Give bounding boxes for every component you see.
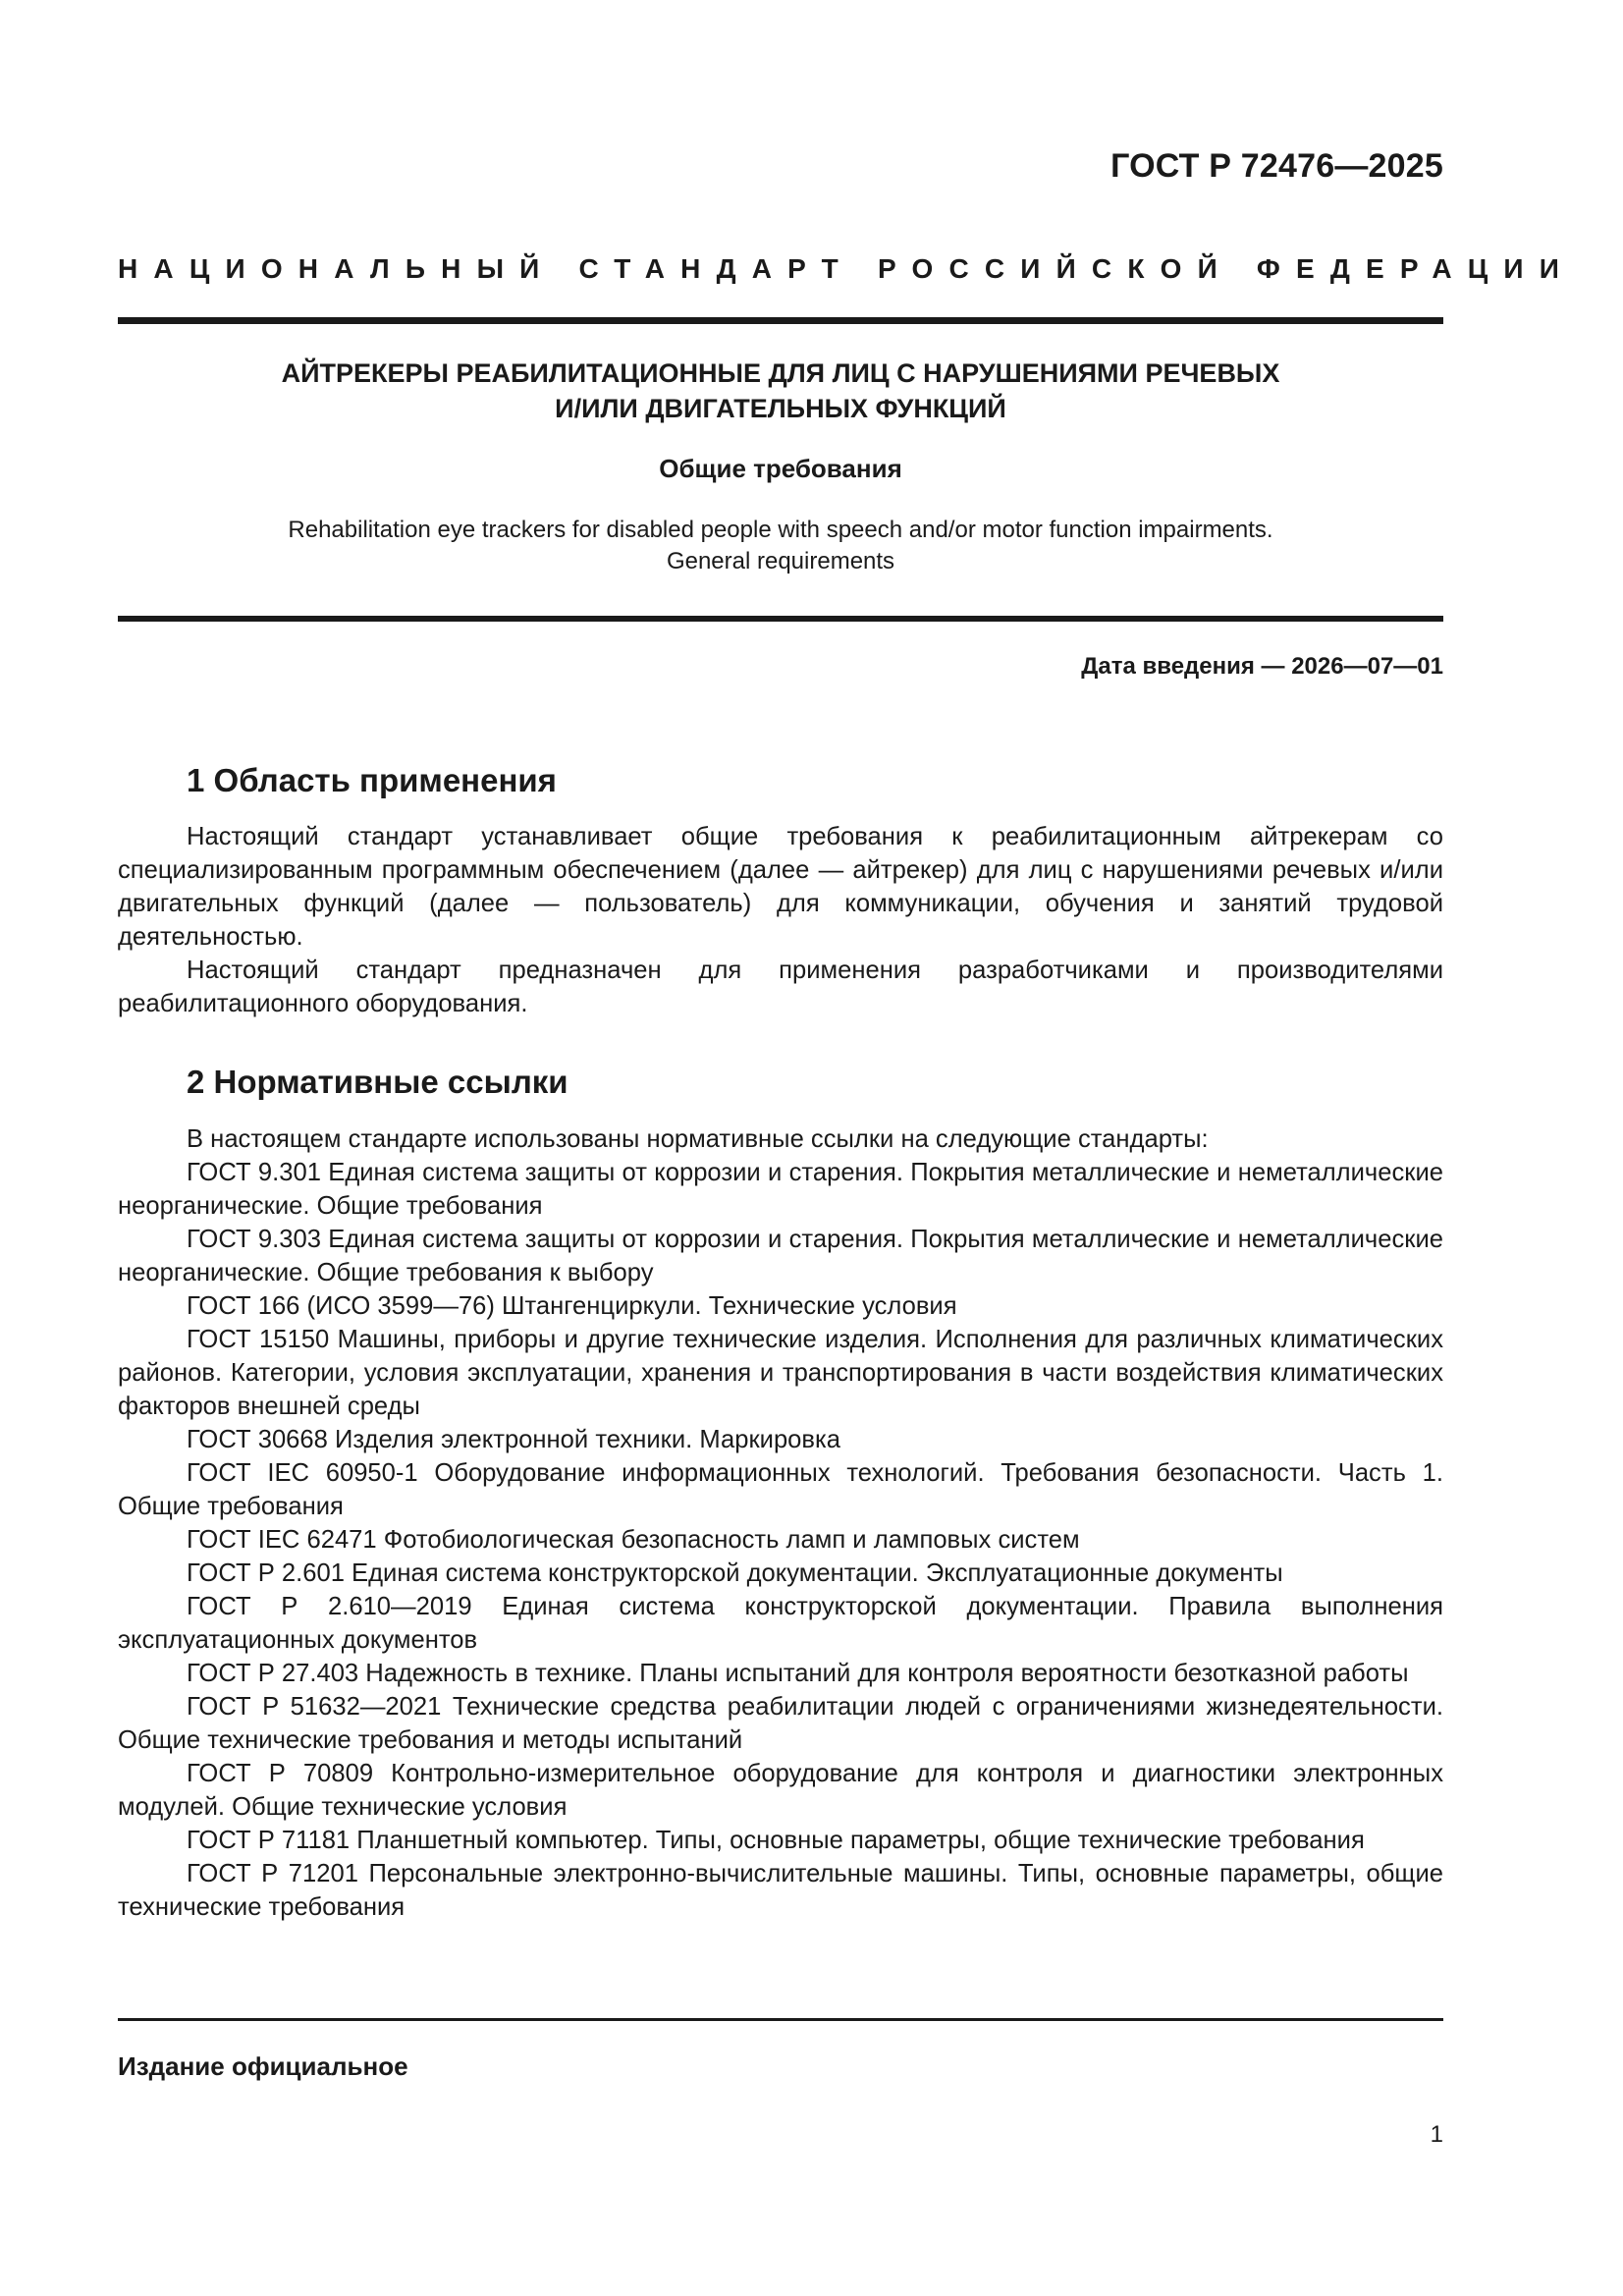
title-line-2: И/ИЛИ ДВИГАТЕЛЬНЫХ ФУНКЦИЙ <box>555 394 1006 423</box>
reference-item: ГОСТ Р 71181 Планшетный компьютер. Типы, основные параметры, общие технические требования <box>187 1827 1365 1854</box>
official-edition-label: Издание официальное <box>118 2051 408 2081</box>
document-title <box>118 355 1443 426</box>
national-standard-banner: НАЦИОНАЛЬНЫЙ СТАНДАРТ РОССИЙСКОЙ ФЕДЕРАЦИИ <box>118 253 1576 284</box>
section-1-paragraph: Настоящий стандарт устанавливает общие требования к реабилитационным айтрекерам со специализированным программным обеспечением (далее — айтрекер) для лиц с нарушениями речевых и/или двигательных функций (далее — пользователь) для коммуникации, обучения и занятий трудовой деятельностью. <box>118 823 1443 951</box>
reference-item: ГОСТ IEC 60950-1 Оборудование информационных технологий. Требования безопасности. Часть 1. Общие требования <box>118 1459 1443 1520</box>
section-2-intro: В настоящем стандарте использованы нормативные ссылки на следующие стандарты: <box>187 1125 1209 1153</box>
reference-item: ГОСТ IEC 62471 Фотобиологическая безопасность ламп и ламповых систем <box>187 1526 1080 1554</box>
header-divider <box>118 317 1443 324</box>
reference-item: ГОСТ Р 27.403 Надежность в технике. Планы испытаний для контроля вероятности безотказной работы <box>187 1660 1409 1687</box>
reference-item: ГОСТ Р 71201 Персональные электронно-вычислительные машины. Типы, основные параметры, общие технические требования <box>118 1860 1443 1921</box>
introduction-date: Дата введения — 2026—07—01 <box>1081 653 1443 680</box>
reference-item: ГОСТ 9.301 Единая система защиты от коррозии и старения. Покрытия металлические и неметаллические неорганические. Общие требования <box>118 1159 1443 1220</box>
title-divider <box>118 616 1443 622</box>
section-2-body <box>118 1122 1443 1924</box>
section-1-body <box>118 820 1443 1020</box>
document-subtitle: Общие требования <box>659 454 902 483</box>
section-1-heading: 1 Область применения <box>187 762 557 798</box>
reference-item: ГОСТ 15150 Машины, приборы и другие технические изделия. Исполнения для различных климатических районов. Категории, условия эксплуатации, хранения и транспортирования в части воздействия климатических факторов внешней среды <box>118 1326 1443 1420</box>
english-title-line-2: General requirements <box>666 548 895 574</box>
english-title <box>118 515 1443 577</box>
section-1-paragraph: Настоящий стандарт предназначен для применения разработчиками и производителями реабилитационного оборудования. <box>118 957 1443 1017</box>
reference-item: ГОСТ 30668 Изделия электронной техники. Маркировка <box>187 1426 840 1453</box>
reference-item: ГОСТ 166 (ИСО 3599—76) Штангенциркули. Технические условия <box>187 1292 957 1320</box>
reference-list <box>118 1156 1443 1924</box>
title-line-1: АЙТРЕКЕРЫ РЕАБИЛИТАЦИОННЫЕ ДЛЯ ЛИЦ С НАРУШЕНИЯМИ РЕЧЕВЫХ <box>281 358 1280 388</box>
footer-divider <box>118 2018 1443 2021</box>
reference-item: ГОСТ Р 2.610—2019 Единая система конструкторской документации. Правила выполнения эксплуатационных документов <box>118 1593 1443 1654</box>
document-number: ГОСТ Р 72476—2025 <box>1110 147 1443 185</box>
section-2-heading: 2 Нормативные ссылки <box>187 1064 568 1100</box>
page-number: 1 <box>1430 2121 1443 2148</box>
reference-item: ГОСТ 9.303 Единая система защиты от коррозии и старения. Покрытия металлические и неметаллические неорганические. Общие требования к выбору <box>118 1226 1443 1286</box>
reference-item: ГОСТ Р 2.601 Единая система конструкторской документации. Эксплуатационные документы <box>187 1559 1283 1587</box>
reference-item: ГОСТ Р 51632—2021 Технические средства реабилитации людей с ограничениями жизнедеятельности. Общие технические требования и методы испытаний <box>118 1693 1443 1754</box>
english-title-line-1: Rehabilitation eye trackers for disabled people with speech and/or motor function impairments. <box>288 517 1273 543</box>
reference-item: ГОСТ Р 70809 Контрольно-измерительное оборудование для контроля и диагностики электронных модулей. Общие технические условия <box>118 1760 1443 1821</box>
